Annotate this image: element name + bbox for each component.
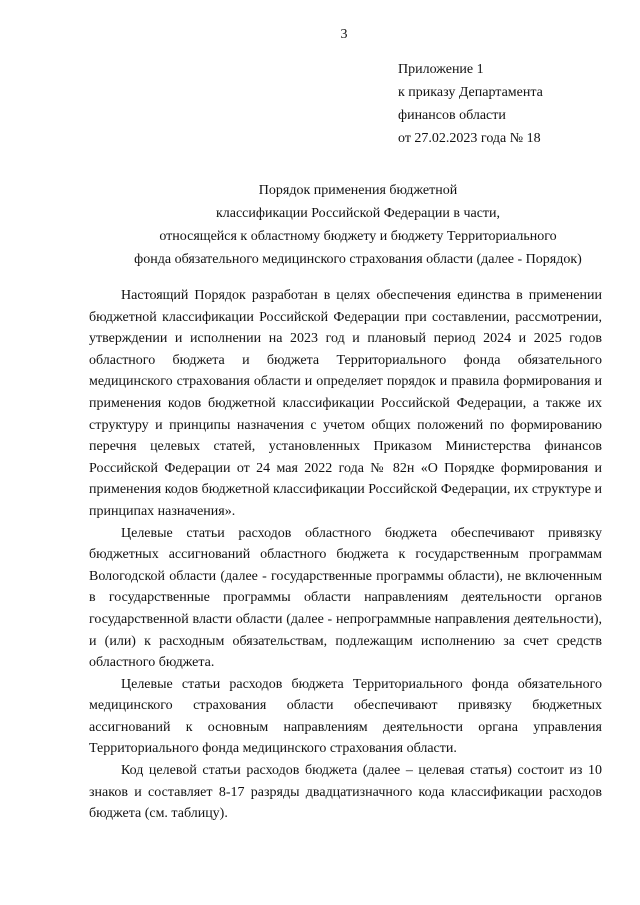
appendix-line: от 27.02.2023 года № 18 (398, 131, 541, 146)
paragraph: Целевые статьи расходов областного бюджета обеспечивают привязку бюджетных ассигнований областного бюджета к государственным программам Вологодской области (далее - государственные программы области), не включенным в государственные программы области направлениям деятельности органов государственной власти области (далее - непрограммные направления деятельности), и (или) к расходным обязательствам, подлежащим исполнению за счет средств областного бюджета. (89, 525, 602, 671)
document-title (88, 179, 628, 271)
title-line: Порядок применения бюджетной (258, 183, 458, 198)
appendix-line: к приказу Департамента (398, 85, 543, 100)
appendix-line: финансов области (398, 108, 506, 123)
title-line: классификации Российской Федерации в части, (215, 206, 501, 221)
appendix-block (398, 58, 543, 150)
document-body (89, 285, 602, 825)
page-number: 3 (340, 27, 348, 42)
paragraph: Настоящий Порядок разработан в целях обеспечения единства в применении бюджетной классификации Российской Федерации при составлении, рассмотрении, утверждении и исполнении на 2023 год и плановый период 2024 и 2025 годов областного бюджета и бюджета Территориального фонда обязательного медицинского страхования области и определяет порядок и правила формирования и применения кодов бюджетной классификации Российской Федерации, а также их структуру и принципы назначения с учетом общих положений по формированию перечня целевых статей, установленных Приказом Министерства финансов Российской Федерации от 24 мая 2022 года № 82н «О Порядке формирования и применения кодов бюджетной классификации Российской Федерации, их структуре и принципах назначения». (89, 288, 602, 519)
title-line: фонда обязательного медицинского страхования области (далее - Порядок) (134, 252, 582, 267)
paragraph: Код целевой статьи расходов бюджета (далее – целевая статья) состоит из 10 знаков и составляет 8-17 разряды двадцатизначного кода классификации расходов бюджета (см. таблицу). (89, 763, 602, 822)
appendix-line: Приложение 1 (398, 62, 484, 77)
title-line: относящейся к областному бюджету и бюджету Территориального (159, 229, 557, 244)
paragraph: Целевые статьи расходов бюджета Территориального фонда обязательного медицинского страхования области обеспечивают привязку бюджетных ассигнований к основным направлениям деятельности органа управления Территориального фонда медицинского страхования области. (89, 676, 602, 757)
